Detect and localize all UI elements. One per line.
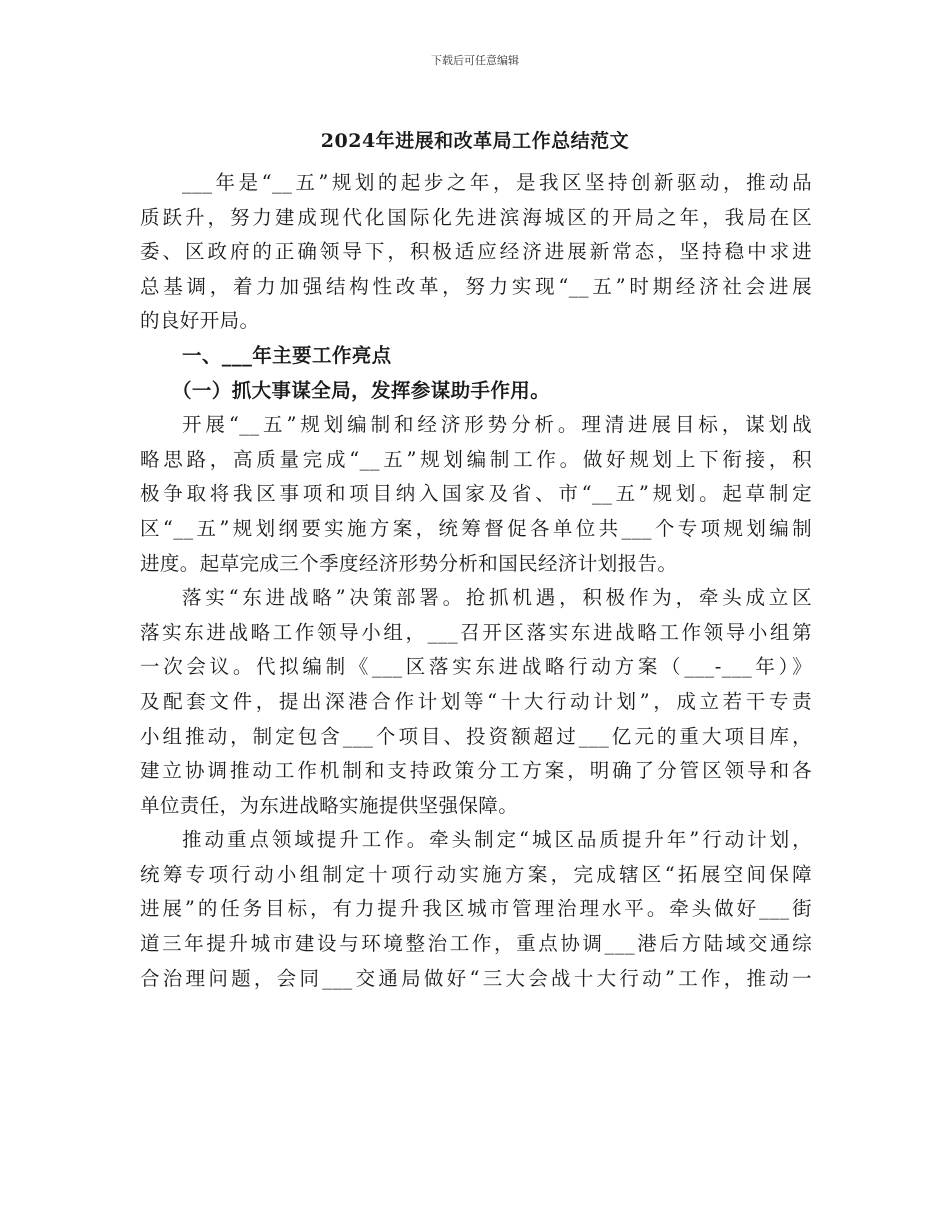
document-title: 2024年进展和改革局工作总结范文 [320,130,630,152]
intro-line-1: ___年是“__五”规划的起步之年，是我区坚持创新驱动，推动品 [182,171,812,194]
page-header-note: 下载后可任意编辑 [431,54,519,67]
para2-line-7: 单位责任，为东进战略实施提供坚强保障。 [140,793,519,817]
para1-line-3: 极争取将我区事项和项目纳入国家及省、市“__五”规划。起草制定 [140,482,812,506]
para3-line-2: 统筹专项行动小组制定十项行动实施方案，完成辖区“拓展空间保障 [140,862,812,886]
para2-line-5: 小组推动，制定包含___个项目、投资额超过___亿元的重大项目库， [140,724,812,748]
intro-line-5: 的良好开局。 [140,309,260,333]
para1-line-5: 进度。起草完成三个季度经济形势分析和国民经济计划报告。 [140,551,678,575]
para1-line-1: 开展“__五”规划编制和经济形势分析。理清进展目标，谋划战 [182,413,812,437]
intro-line-3: 委、区政府的正确领导下，积极适应经济进展新常态，坚持稳中求进 [140,240,812,264]
para3-line-3: 进展”的任务目标，有力提升我区城市管理治理水平。牵头做好___街 [140,897,812,921]
para2-line-2: 落实东进战略工作领导小组，___召开区落实东进战略工作领导小组第 [140,620,812,644]
para3-line-5: 合治理问题，会同___交通局做好“三大会战十大行动”工作，推动一 [140,966,812,990]
para1-line-4: 区“__五”规划纲要实施方案，统筹督促各单位共___个专项规划编制 [140,516,812,540]
intro-line-4: 总基调，着力加强结构性改革，努力实现“__五”时期经济社会进展 [140,274,812,298]
para1-line-2: 略思路，高质量完成“__五”规划编制工作。做好规划上下衔接，积 [140,447,812,471]
para2-line-4: 及配套文件，提出深港合作计划等“十大行动计划”，成立若干专责 [140,689,812,713]
subsection-heading-1: （一）抓大事谋全局，发挥参谋助手作用。 [172,378,551,402]
para3-line-1: 推动重点领域提升工作。牵头制定“城区品质提升年”行动计划， [182,828,812,852]
para2-line-1: 落实“东进战略”决策部署。抢抓机遇，积极作为，牵头成立区 [182,586,812,610]
document-body [140,166,812,996]
para2-line-3: 一次会议。代拟编制《___区落实东进战略行动方案（___-___年）》 [140,655,812,679]
section-heading-1: 一、___年主要工作亮点 [182,343,392,367]
para2-line-6: 建立协调推动工作机制和支持政策分工方案，明确了分管区领导和各 [140,759,812,783]
para3-line-4: 道三年提升城市建设与环境整治工作，重点协调___港后方陆域交通综 [140,932,812,956]
intro-line-2: 质跃升，努力建成现代化国际化先进滨海城区的开局之年，我局在区 [140,205,812,229]
